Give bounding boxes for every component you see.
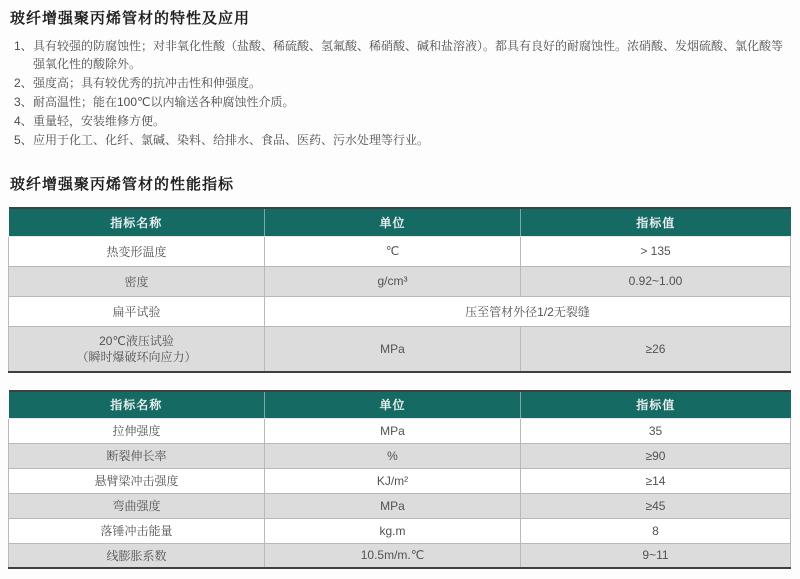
- value-cell: ≥14: [521, 468, 791, 493]
- indicator-name-cell: 密度: [9, 266, 265, 296]
- unit-cell: MPa: [265, 326, 521, 372]
- value-cell: ≥45: [521, 493, 791, 518]
- feature-item: [14, 93, 788, 111]
- feature-number: 1、: [14, 39, 33, 53]
- unit-cell: MPa: [265, 493, 521, 518]
- table-row: [9, 236, 791, 266]
- feature-number: 2、: [14, 76, 33, 90]
- indicator-name-cell: [9, 326, 265, 372]
- table-row: [9, 418, 791, 443]
- value-cell: 0.92~1.00: [521, 266, 791, 296]
- table-row: [9, 518, 791, 543]
- unit-cell: MPa: [265, 418, 521, 443]
- value-cell: ≥26: [521, 326, 791, 372]
- table-head: [9, 208, 791, 236]
- table-row: [9, 543, 791, 568]
- feature-text: 应用于化工、化纤、氯碱、染料、给排水、食品、医药、污水处理等行业。: [33, 133, 430, 147]
- value-cell: 9~11: [521, 543, 791, 568]
- indicator-name-cell: 拉伸强度: [9, 418, 265, 443]
- feature-text: 重量轻，安装维修方便。: [33, 114, 166, 128]
- feature-number: 5、: [14, 133, 33, 147]
- value-cell: 35: [521, 418, 791, 443]
- column-header: 单位: [265, 391, 521, 418]
- table-row: [9, 443, 791, 468]
- indicator-name-line: 20℃液压试验: [99, 333, 174, 348]
- indicator-name-cell: 扁平试验: [9, 296, 265, 326]
- table-header-row: [9, 391, 791, 418]
- table-row: [9, 468, 791, 493]
- column-header: 指标名称: [9, 208, 265, 236]
- indicator-name-cell: 落锤冲击能量: [9, 518, 265, 543]
- column-header: 指标值: [521, 391, 791, 418]
- table-row: [9, 296, 791, 326]
- value-cell: ≥90: [521, 443, 791, 468]
- feature-list: [14, 37, 788, 149]
- indicator-name-cell: 断裂伸长率: [9, 443, 265, 468]
- table-row: [9, 266, 791, 296]
- unit-cell: KJ/m²: [265, 468, 521, 493]
- merged-value-cell: 压至管材外径1/2无裂缝: [265, 296, 791, 326]
- unit-cell: %: [265, 443, 521, 468]
- feature-text: 强度高；具有较优秀的抗冲击性和伸强度。: [33, 76, 262, 90]
- feature-item: [14, 37, 788, 73]
- column-header: 指标值: [521, 208, 791, 236]
- unit-cell: kg.m: [265, 518, 521, 543]
- spec-table-mechanical: [8, 390, 791, 569]
- unit-cell: 10.5m/m.℃: [265, 543, 521, 568]
- indicator-name-cell: 悬臂梁冲击强度: [9, 468, 265, 493]
- table-row: [9, 493, 791, 518]
- feature-item: [14, 131, 788, 149]
- column-header: 指标名称: [9, 391, 265, 418]
- feature-number: 3、: [14, 95, 33, 109]
- feature-text: 具有较强的防腐蚀性；对非氧化性酸（盐酸、稀硫酸、氢氟酸、稀硝酸、碱和盐溶液）。都具有良好的耐腐蚀性。浓硝酸、发烟硫酸、氯化酸等强氧化性的酸除外。: [33, 39, 784, 71]
- indicator-name-line: （瞬时爆破环向应力）: [76, 349, 197, 364]
- table-body: [9, 418, 791, 568]
- indicator-name-cell: 热变形温度: [9, 236, 265, 266]
- value-cell: 8: [521, 518, 791, 543]
- table-header-row: [9, 208, 791, 236]
- spec-table-physical: [8, 207, 791, 373]
- table-row: [9, 326, 791, 372]
- page-title: 玻纤增强聚丙烯管材的特性及应用: [10, 10, 251, 27]
- feature-text: 耐高温性；能在100℃以内输送各种腐蚀性介质。: [33, 95, 295, 109]
- unit-cell: g/cm³: [265, 266, 521, 296]
- feature-item: [14, 74, 788, 92]
- indicator-name-cell: 弯曲强度: [9, 493, 265, 518]
- feature-number: 4、: [14, 114, 33, 128]
- feature-item: [14, 112, 788, 130]
- specs-section-title: 玻纤增强聚丙烯管材的性能指标: [10, 176, 235, 193]
- unit-cell: ℃: [265, 236, 521, 266]
- value-cell: > 135: [521, 236, 791, 266]
- table-body: [9, 236, 791, 372]
- column-header: 单位: [265, 208, 521, 236]
- table-head: [9, 391, 791, 418]
- indicator-name-cell: 线膨胀系数: [9, 543, 265, 568]
